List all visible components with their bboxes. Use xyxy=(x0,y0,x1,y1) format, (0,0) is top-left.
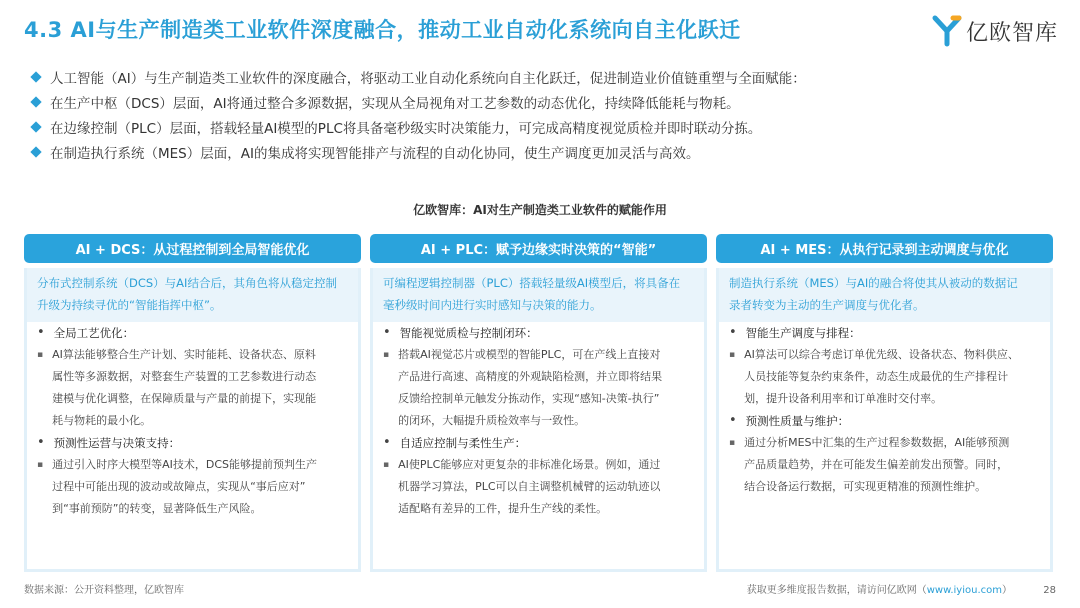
summary-bullet xyxy=(28,64,1048,89)
summary-bullets xyxy=(28,64,1048,164)
more-info-note xyxy=(747,581,1012,596)
section-text: ▪ 通过引入时序大模型等AI技术，DCS能够提前预判生产 过程中可能出现的波动或故障点，实现从“事后应对” 到“事前预防”的转变，显著降低生产风险。 xyxy=(37,454,348,520)
text-line: 产品进行高速、高精度的外观缺陷检测，并立即将结果 xyxy=(398,370,663,383)
logo-text: 亿欧智库 xyxy=(965,20,1058,46)
page-title: 4.3 AI与生产制造类工业软件深度融合，推动工业自动化系统向自主化跃迁 xyxy=(24,18,741,42)
text-line: 搭载AI视觉芯片或模型的智能PLC，可在产线上直接对 xyxy=(398,348,661,361)
column-mes xyxy=(716,234,1053,572)
column-dcs xyxy=(24,234,361,572)
diamond-bullet-icon xyxy=(30,121,41,132)
diagram-title: 亿欧智库：AI对生产制造类工业软件的赋能作用 xyxy=(413,203,667,217)
section-title-text: 预测性质量与维护： xyxy=(745,414,850,428)
diamond-bullet-icon xyxy=(30,146,41,157)
more-info-prefix: 获取更多维度报告数据，请访问亿欧网（ xyxy=(746,585,927,596)
text-line: 到“事前预防”的转变，显著降低生产风险。 xyxy=(52,502,262,515)
bullet-text: 人工智能（AI）与生产制造类工业软件的深度融合，将驱动工业自动化系统向自主化跃迁，促进制造业价值链重塑与全面赋能： xyxy=(50,70,806,87)
column-intro xyxy=(27,268,358,322)
diamond-bullet-icon xyxy=(30,71,41,82)
section-title: • 智能生产调度与排程： xyxy=(729,322,1040,344)
text-line: 人员技能等复杂约束条件，动态生成最优的生产排程计 xyxy=(744,370,1009,383)
text-line: AI算法能够整合生产计划、实时能耗、设备状态、原料 xyxy=(52,348,316,361)
text-line: 划，提升设备利用率和订单准时交付率。 xyxy=(744,392,943,405)
brand-logo xyxy=(932,14,1058,48)
text-line: 通过引入时序大模型等AI技术，DCS能够提前预判生产 xyxy=(52,458,318,471)
section-text: ▪ AI算法可以综合考虑订单优先级、设备状态、物料供应、 人员技能等复杂约束条件，动态生成最优的生产排程计 划，提升设备利用率和订单准时交付率。 xyxy=(729,344,1040,410)
page-number: 28 xyxy=(1043,585,1056,596)
intro-line: 录者转变为主动的生产调度与优化者。 xyxy=(729,298,925,312)
summary-bullet xyxy=(28,114,1048,139)
text-line: 的闭环，大幅提升质检效率与一致性。 xyxy=(398,414,586,427)
column-intro xyxy=(719,268,1050,322)
summary-bullet xyxy=(28,139,1048,164)
diamond-bullet-icon xyxy=(30,96,41,107)
text-line: AI算法可以综合考虑订单优先级、设备状态、物料供应、 xyxy=(744,348,1019,361)
section-text: ▪ AI算法能够整合生产计划、实时能耗、设备状态、原料 属性等多源数据，对整套生产装置的工艺参数进行动态 建模与优化调整，在保障质量与产量的前提下，实现能 耗与物耗的最小化。 xyxy=(37,344,348,432)
section-title-text: 智能生产调度与排程： xyxy=(745,326,861,340)
section-text: ▪ AI使PLC能够应对更复杂的非标准化场景。例如，通过 机器学习算法，PLC可以自主调整机械臂的运动轨迹以 适配略有差异的工件，提升生产线的柔性。 xyxy=(383,454,694,520)
more-info-suffix: ） xyxy=(1002,585,1012,596)
intro-line: 毫秒级时间内进行实时感知与决策的能力。 xyxy=(383,298,602,312)
section-title-text: 自适应控制与柔性生产： xyxy=(399,436,527,450)
section-title: • 智能视觉质检与控制闭环： xyxy=(383,322,694,344)
text-line: 属性等多源数据，对整套生产装置的工艺参数进行动态 xyxy=(52,370,317,383)
column-body xyxy=(370,268,707,572)
text-line: 建模与优化调整，在保障质量与产量的前提下，实现能 xyxy=(52,392,317,405)
source-note: 数据来源：公开资料整理，亿欧智库 xyxy=(24,585,184,596)
bullet-text: 在制造执行系统（MES）层面，AI的集成将实现智能排产与流程的自动化协同，使生产调度更加灵活与高效。 xyxy=(50,145,700,162)
intro-line: 可编程逻辑控制器（PLC）搭载轻量级AI模型后，将具备在 xyxy=(383,276,681,290)
text-line: 通过分析MES中汇集的生产过程参数数据，AI能够预测 xyxy=(744,436,1010,449)
section-text: ▪ 通过分析MES中汇集的生产过程参数数据，AI能够预测 产品质量趋势，并在可能发生偏差前发出预警。同时， 结合设备运行数据，可实现更精准的预测性维护。 xyxy=(729,432,1040,498)
text-line: 耗与物耗的最小化。 xyxy=(52,414,152,427)
text-line: 产品质量趋势，并在可能发生偏差前发出预警。同时， xyxy=(744,458,1009,471)
text-line: 过程中可能出现的波动或故障点，实现从“事后应对” xyxy=(52,480,306,493)
text-line: 机器学习算法，PLC可以自主调整机械臂的运动轨迹以 xyxy=(398,480,661,493)
column-header: AI + DCS：从过程控制到全局智能优化 xyxy=(24,234,361,263)
section-title-text: 全局工艺优化： xyxy=(53,326,135,340)
intro-line: 分布式控制系统（DCS）与AI结合后，其角色将从稳定控制 xyxy=(37,276,337,290)
section-text: ▪ 搭载AI视觉芯片或模型的智能PLC，可在产线上直接对 产品进行高速、高精度的外观缺陷检测，并立即将结果 反馈给控制单元触发分拣动作，实现“感知-决策-执行” 的闭环，大幅提升质检效率与一致性。 xyxy=(383,344,694,432)
section-title: • 预测性运营与决策支持： xyxy=(37,432,348,454)
section-title: • 全局工艺优化： xyxy=(37,322,348,344)
section-title-text: 智能视觉质检与控制闭环： xyxy=(399,326,538,340)
column-header: AI + MES：从执行记录到主动调度与优化 xyxy=(716,234,1053,263)
text-line: 反馈给控制单元触发分拣动作，实现“感知-决策-执行” xyxy=(398,392,660,405)
section-title: • 自适应控制与柔性生产： xyxy=(383,432,694,454)
section-title: • 预测性质量与维护： xyxy=(729,410,1040,432)
summary-bullet xyxy=(28,89,1048,114)
intro-line: 制造执行系统（MES）与AI的融合将使其从被动的数据记 xyxy=(729,276,1018,290)
column-body xyxy=(24,268,361,572)
column-body xyxy=(716,268,1053,572)
website-link[interactable]: www.iyiou.com xyxy=(926,585,1002,596)
column-header: AI + PLC：赋予边缘实时决策的“智能” xyxy=(370,234,707,263)
intro-line: 升级为持续寻优的“智能指挥中枢”。 xyxy=(37,298,222,312)
section-title-text: 预测性运营与决策支持： xyxy=(53,436,181,450)
text-line: 结合设备运行数据，可实现更精准的预测性维护。 xyxy=(744,480,987,493)
text-line: AI使PLC能够应对更复杂的非标准化场景。例如，通过 xyxy=(398,458,661,471)
column-plc xyxy=(370,234,707,572)
text-line: 适配略有差异的工件，提升生产线的柔性。 xyxy=(398,502,608,515)
logo-icon xyxy=(932,15,962,47)
bullet-text: 在生产中枢（DCS）层面，AI将通过整合多源数据，实现从全局视角对工艺参数的动态优化，持续降低能耗与物耗。 xyxy=(50,95,740,112)
bullet-text: 在边缘控制（PLC）层面，搭载轻量AI模型的PLC将具备毫秒级实时决策能力，可完成高精度视觉质检并即时联动分拣。 xyxy=(50,120,762,137)
column-intro xyxy=(373,268,704,322)
